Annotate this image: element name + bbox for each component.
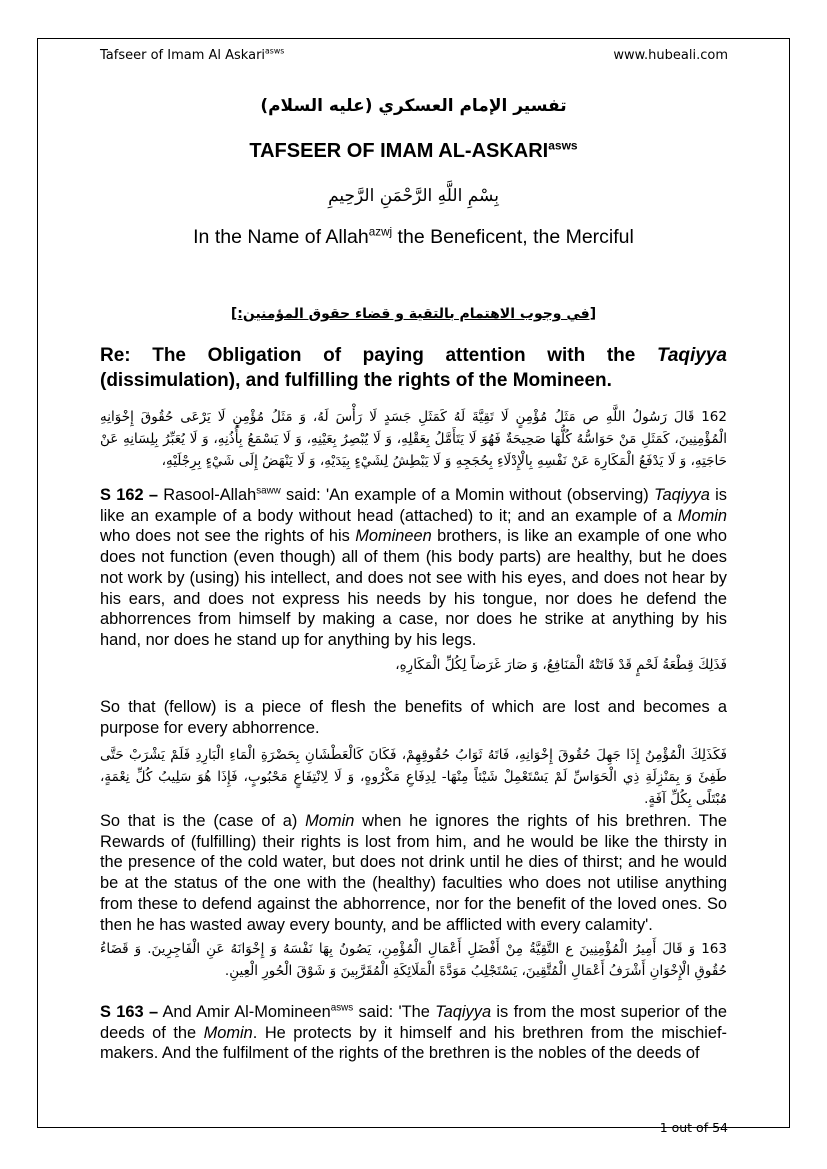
section-heading-arabic: [في وجوب الاهتمام بالتقية و قضاء حقوق المؤمنين:] xyxy=(230,306,597,322)
hadith-163-arabic: 163 وَ قَالَ أَمِيرُ الْمُؤْمِنِينَ ع التَّقِيَّةُ مِنْ أَفْضَلِ أَعْمَالِ الْمُؤْمِنِ، يَصُونُ بِهَا نَفْسَهُ وَ إِخْوَانَهُ عَنِ الْفَاجِرِينَ. وَ قَضَاءُ حُقُوقِ الْإِخْوَانِ أَشْرَفُ أَعْمَالِ الْمُتَّقِينَ، يَسْتَجْلِبُ مَوَدَّةَ الْمَلَائِكَةِ الْمُقَرَّبِينَ وَ شَوْقَ الْحُورِ الْعِينِ. xyxy=(100,941,727,979)
arabic-book-title: تفسير الإمام العسكري (عليه السلام) xyxy=(260,96,567,116)
hadith-162-arabic-continued: فَذَلِكَ قِطْعَةُ لَحْمٍ قَدْ فَاتَتْهُ الْمَنَافِعُ، وَ صَارَ غَرَضاً لِكُلِّ الْمَكَارِهِ، xyxy=(395,657,727,673)
header-title: Tafseer of Imam Al Askari$^{asws}$ xyxy=(100,46,285,63)
hadith-162-translation-continued: So that (fellow) is a piece of flesh the benefits of which are lost and becomes a purpose for every abhorrence. xyxy=(100,698,727,737)
basmala-translation: In the Name of Allah$^{azwj}$ the Beneficent, the Merciful xyxy=(193,225,634,248)
hadith-162-translation: S 162 – Rasool-Allah$^{saww}$ said: 'An example of a Momin without (observing) Taqiyya is like an example of a body without head (attached) to it; and an example of a Momin who does not see the rights of his Momineen brothers, is like an example of one who does not function (even though) all of them (his body parts) are healthy, but he does not work by (using) his intellect, and does not see with his eyes, and does not hear by his ears, and does not express his needs by his tongue, nor does he defend the abhorrences from himself by making a case, nor does he strike at anything by his hand, nor does he stand up for anything by his legs. xyxy=(100,485,727,649)
header-website: www.hubeali.com xyxy=(613,48,728,63)
hadith-162-arabic-final: فَكَذَلِكَ الْمُؤْمِنُ إِذَا جَهِلَ حُقُوقَ إِخْوَانِهِ، فَاتَهُ ثَوَابُ حُقُوقِهِمْ، فَكَانَ كَالْعَطْشَانِ بِحَضْرَةِ الْمَاءِ الْبَارِدِ فَلَمْ يَشْرَبْ حَتَّى طَفِئَ وَ بِمَنْزِلَةِ ذِي الْحَوَاسِّ لَمْ يَسْتَعْمِلْ شَيْئاً مِنْهَا- لِدِفَاعِ مَكْرُوهٍ، وَ لَا لِانْتِفَاعٍ مَحْبُوبٍ، فَإِذَا هُوَ سَلِيبُ كُلِّ نِعْمَةٍ، مُبْتَلًى بِكُلِّ آفَةٍ. xyxy=(100,747,727,807)
section-heading-english: Re: The Obligation of paying attention with the Taqiyya (dissimulation), and fulfilling the rights of the Momineen. xyxy=(100,345,727,391)
page-number: 1 out of 54 xyxy=(659,1120,728,1135)
hadith-162-translation-final: So that is the (case of a) Momin when he ignores the rights of his brethren. The Rewards of (fulfilling) their rights is lost from him, and he would be like the thirsty in the presence of the cold water, but does not drink until he dies of thirst; and he would be at the status of the one with the (healthy) faculties who does not utilise anything from these to defend against the abhorrence, nor for the benefit of the loved ones. So then he has wasted away every bounty, and be afflicted with every calamity'. xyxy=(100,812,727,934)
english-book-title: TAFSEER OF IMAM $AL-ASKARI^{asws}$ xyxy=(249,138,578,162)
hadith-162-arabic: 162 قَالَ رَسُولُ اللَّهِ ص مَثَلُ مُؤْمِنٍ لَا تَقِيَّةَ لَهُ كَمَثَلِ جَسَدٍ لَا رَأْسَ لَهُ، وَ مَثَلُ مُؤْمِنٍ لَا يَرْعَى حُقُوقَ إِخْوَانِهِ الْمُؤْمِنِينَ، كَمَثَلِ مَنْ حَوَاسُّهُ كُلُّهَا صَحِيحَةٌ فَهُوَ لَا يَتَأَمَّلُ بِعَقْلِهِ، وَ لَا يُبْصِرُ بِعَيْنِهِ، وَ لَا يَسْمَعُ بِأُذُنِهِ، وَ لَا يُعَبِّرُ بِلِسَانِهِ عَنْ حَاجَتِهِ، وَ لَا يَدْفَعُ الْمَكَارِهَ عَنْ نَفْسِهِ بِالْإِدْلَاءِ بِحُجَجِهِ وَ لَا يَبْطِشُ لِشَيْءٍ بِيَدَيْهِ، وَ لَا يَنْهَضُ إِلَى شَيْءٍ بِرِجْلَيْهِ، xyxy=(100,409,727,469)
hadith-163-translation: S 163 – And Amir Al-Momineen$^{asws}$ said: 'The Taqiyya is from the most superior of the deeds of the Momin. He protects by it himself and his brethren from the mischief-makers. And the fulfilment of the rights of the brethren is the nobles of the deeds of xyxy=(100,1002,727,1063)
basmala: بِسْمِ اللَّهِ الرَّحْمَنِ الرَّحِيمِ xyxy=(328,186,499,206)
